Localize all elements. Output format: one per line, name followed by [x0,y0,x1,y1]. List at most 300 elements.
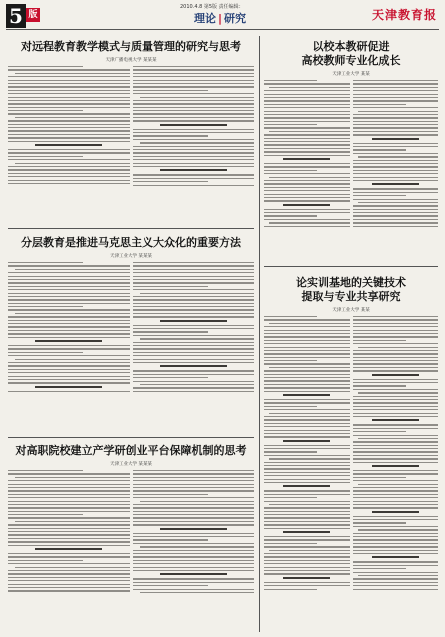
text-line [269,504,349,505]
text-line [8,590,130,591]
text-line [353,497,439,498]
text-line [372,138,419,140]
text-line [133,69,255,70]
text-line [133,110,255,111]
text-line [133,135,208,136]
text-line [264,445,350,446]
text-line [8,97,130,98]
text-line [353,316,439,317]
text-line [353,553,439,554]
text-line [264,406,317,407]
text-line [269,87,349,88]
text-line [8,156,83,157]
text-line [140,592,254,593]
text-line [353,589,439,590]
text-line [269,323,349,324]
article-training-base [264,276,438,632]
text-line [133,83,255,84]
text-line [264,97,350,98]
text-line [264,209,350,210]
text-line [264,475,350,476]
text-line [353,379,439,380]
text-line [133,494,208,495]
text-line [353,209,439,210]
text-line [133,553,255,554]
text-line [353,370,439,371]
edition-mark: 版 [26,8,40,22]
text-line [353,117,439,118]
text-line [133,391,255,392]
text-column [8,262,130,394]
text-line [140,142,254,143]
article-vocational-platform [8,444,254,632]
text-line [8,169,130,170]
text-line [264,144,350,145]
article-layered-education [8,236,254,434]
text-line [264,190,350,191]
text-line [140,338,254,339]
text-line [8,303,130,304]
text-line [133,303,255,304]
text-line [8,149,130,150]
text-line [8,103,130,104]
text-line [353,192,439,193]
text-line [264,472,350,473]
text-line [264,166,350,167]
text-line [353,582,439,583]
text-line [358,111,438,112]
text-line [8,376,130,377]
text-line [8,553,130,554]
text-line [8,580,130,581]
text-line [133,185,255,186]
text-line [353,131,439,132]
text-line [133,93,255,94]
text-line [133,585,208,586]
text-line [8,137,130,138]
text-line [264,326,350,327]
text-line [133,370,255,371]
text-line [353,480,439,481]
text-line [353,219,439,220]
text-line [353,350,439,351]
text-line [133,66,255,67]
text-line [133,589,255,590]
text-line [15,73,129,74]
text-line [353,402,439,403]
text-line [264,543,317,544]
text-line [264,343,350,344]
text-line [264,556,350,557]
text-line [264,151,350,152]
text-line [133,567,255,568]
column-divider [259,36,260,632]
text-line [133,381,255,382]
text-line [353,473,439,474]
text-line [353,199,439,200]
text-line [353,97,439,98]
text-line [353,487,439,488]
text-line [15,521,129,522]
text-line [264,377,350,378]
text-line [353,409,439,410]
dateline: 2010.4.8 第5版 责任编辑： [180,4,244,10]
text-line [353,149,406,150]
text-line [133,325,255,326]
text-line [8,100,130,101]
text-line [353,104,406,105]
text-line [8,570,130,571]
text-line [133,90,208,91]
text-line [264,521,350,522]
text-line [269,177,349,178]
text-line [264,560,350,561]
text-line [133,563,255,564]
article-headline-line1: 论实训基地的关键技术 [296,276,406,289]
article-headline-line1: 以校本教研促进 [312,40,390,53]
text-line [8,534,130,535]
text-line [8,355,130,356]
text-line [353,522,406,523]
text-line [353,451,439,452]
text-line [353,114,439,115]
text-line [264,468,350,469]
text-line [133,345,255,346]
text-line [8,369,130,370]
text-line [133,582,255,583]
text-line [133,76,255,77]
text-line [133,181,208,182]
section-pipe: | [218,12,223,25]
text-line [8,372,130,373]
text-line [264,497,317,498]
text-line [264,380,350,381]
text-line [264,124,317,125]
text-line [8,507,130,508]
text-line [8,577,130,578]
text-column [8,66,130,188]
text-line [353,441,439,442]
text-line [8,497,130,498]
text-line [264,436,350,437]
article-headline: 对远程教育教学模式与质量管理的研究与思考 [21,40,241,53]
text-line [353,83,439,84]
text-line [8,484,130,485]
text-line [372,556,419,558]
text-line [133,279,255,280]
text-line [353,568,406,569]
text-line [353,166,439,167]
text-line [353,435,439,436]
text-line [264,490,350,491]
text-line [264,539,350,540]
text-line [353,94,439,95]
text-line [133,487,255,488]
text-line [133,517,255,518]
section-right: 研究 [224,12,247,25]
text-line [353,367,439,368]
text-line [133,331,208,332]
text-line [8,279,130,280]
text-line [133,272,255,273]
text-line [133,86,255,87]
text-line [133,504,255,505]
text-line [8,289,130,290]
text-line [133,550,255,551]
text-line [8,511,130,512]
text-line [133,359,255,360]
text-line [353,360,439,361]
text-line [353,343,439,344]
text-line [133,387,255,388]
text-line [353,222,439,223]
text-line [353,455,439,456]
text-line [269,222,349,223]
text-line [133,73,255,74]
text-line [8,524,130,525]
text-line [264,370,350,371]
text-line [264,433,350,434]
text-line [283,158,330,160]
text-line [133,362,255,363]
text-line [133,296,255,297]
text-line [264,582,350,583]
text-line [353,536,439,537]
text-line [264,589,317,590]
text-line [133,377,208,378]
text-line [353,546,439,547]
article-body [8,262,254,394]
text-line [8,480,130,481]
article-headline: 对高职院校建立产学研创业平台保障机制的思考 [15,444,247,457]
text-line [353,462,439,463]
text-line [353,424,439,425]
text-line [264,340,350,341]
text-line [353,212,439,213]
text-column [353,316,439,592]
text-line [133,328,255,329]
text-line [264,416,350,417]
text-line [353,490,439,491]
text-line [264,148,350,149]
text-line [133,335,255,336]
text-line [8,69,130,70]
text-line [264,462,350,463]
section-left: 理论 [194,12,216,25]
text-line [133,103,255,104]
text-line [264,402,350,403]
text-line [15,163,129,164]
text-line [264,215,317,216]
text-line [15,359,129,360]
text-line [35,340,102,342]
text-line [8,326,130,327]
text-line [133,163,255,164]
divider [264,266,438,267]
text-line [353,561,439,562]
text-line [133,352,255,353]
text-line [35,144,102,146]
text-line [264,104,350,105]
text-line [8,296,130,297]
text-line [358,347,438,348]
page-number: 5 [6,4,26,28]
text-line [133,286,208,287]
text-line [140,501,254,502]
text-line [353,507,439,508]
text-line [133,276,255,277]
text-line [8,584,130,585]
article-byline: 天津工业大学 某某某 [110,462,152,467]
text-line [283,485,330,487]
text-line [264,180,350,181]
article-body [8,66,254,188]
text-line [353,173,439,174]
text-line [8,306,83,307]
text-line [353,494,439,495]
text-column [133,66,255,188]
text-line [133,117,255,118]
masthead-rule [6,29,439,30]
text-line [133,524,255,525]
text-line [133,306,255,307]
text-line [133,313,255,314]
text-line [264,117,350,118]
text-line [264,391,350,392]
text-line [133,166,255,167]
text-line [8,265,130,266]
text-line [264,316,317,317]
article-headline-line2: 提取与专业共享研究 [301,290,401,303]
text-line [8,333,130,334]
text-line [353,180,439,181]
text-line [160,169,227,171]
text-line [133,152,255,153]
text-line [264,155,350,156]
text-line [264,94,350,95]
text-line [160,124,227,126]
text-line [160,320,227,322]
text-line [133,570,255,571]
text-line [372,511,419,513]
text-line [353,385,406,386]
text-line [133,507,255,508]
text-line [8,487,130,488]
text-line [133,348,255,349]
text-line [133,299,255,300]
article-body [8,470,254,595]
text-line [353,504,439,505]
text-line [353,539,439,540]
text-line [264,330,350,331]
text-line [8,362,130,363]
text-line [133,156,255,157]
text-line [358,202,438,203]
text-line [358,575,438,576]
text-line [353,431,406,432]
text-line [264,212,350,213]
text-line [264,80,317,81]
text-line [353,543,439,544]
text-line [264,455,350,456]
text-line [15,269,129,270]
text-line [264,200,350,201]
text-line [283,577,330,579]
text-line [133,80,255,81]
text-line [264,83,350,84]
text-line [372,465,419,467]
text-line [8,276,130,277]
text-line [8,90,130,91]
text-line [133,470,255,471]
text-line [264,187,350,188]
text-line [353,406,439,407]
text-line [8,86,130,87]
text-line [264,100,350,101]
text-line [353,413,439,414]
text-line [8,166,130,167]
text-line [353,458,439,459]
text-line [353,445,439,446]
text-line [353,533,439,534]
text-line [264,360,317,361]
text-line [133,107,255,108]
text-line [8,528,130,529]
text-line [8,560,83,561]
text-line [353,87,439,88]
article-headline: 分层教育是推进马克思主义大众化的重要方法 [21,236,241,249]
text-line [133,490,255,491]
text-line [8,573,130,574]
text-line [264,524,350,525]
text-line [8,563,130,564]
text-line [160,528,227,530]
text-line [8,173,130,174]
text-line [160,573,227,575]
text-line [133,533,255,534]
text-line [353,578,439,579]
text-line [133,139,255,140]
text-line [264,567,350,568]
text-line [353,550,439,551]
text-line [264,482,350,483]
text-line [353,319,439,320]
text-line [35,386,102,388]
text-line [140,293,254,294]
text-line [8,514,83,515]
text-line [8,348,130,349]
text-line [353,396,439,397]
text-line [140,97,254,98]
text-line [133,129,255,130]
text-line [133,265,255,266]
text-line [264,219,350,220]
text-line [264,170,317,171]
text-line [264,585,350,586]
text-column [133,262,255,394]
text-line [264,570,350,571]
text-line [133,174,255,175]
text-line [264,514,350,515]
text-line [8,66,83,67]
text-line [8,494,130,495]
text-line [353,205,439,206]
text-line [264,194,350,195]
text-line [133,262,255,263]
text-line [8,293,130,294]
text-line [358,438,438,439]
text-line [353,526,439,527]
